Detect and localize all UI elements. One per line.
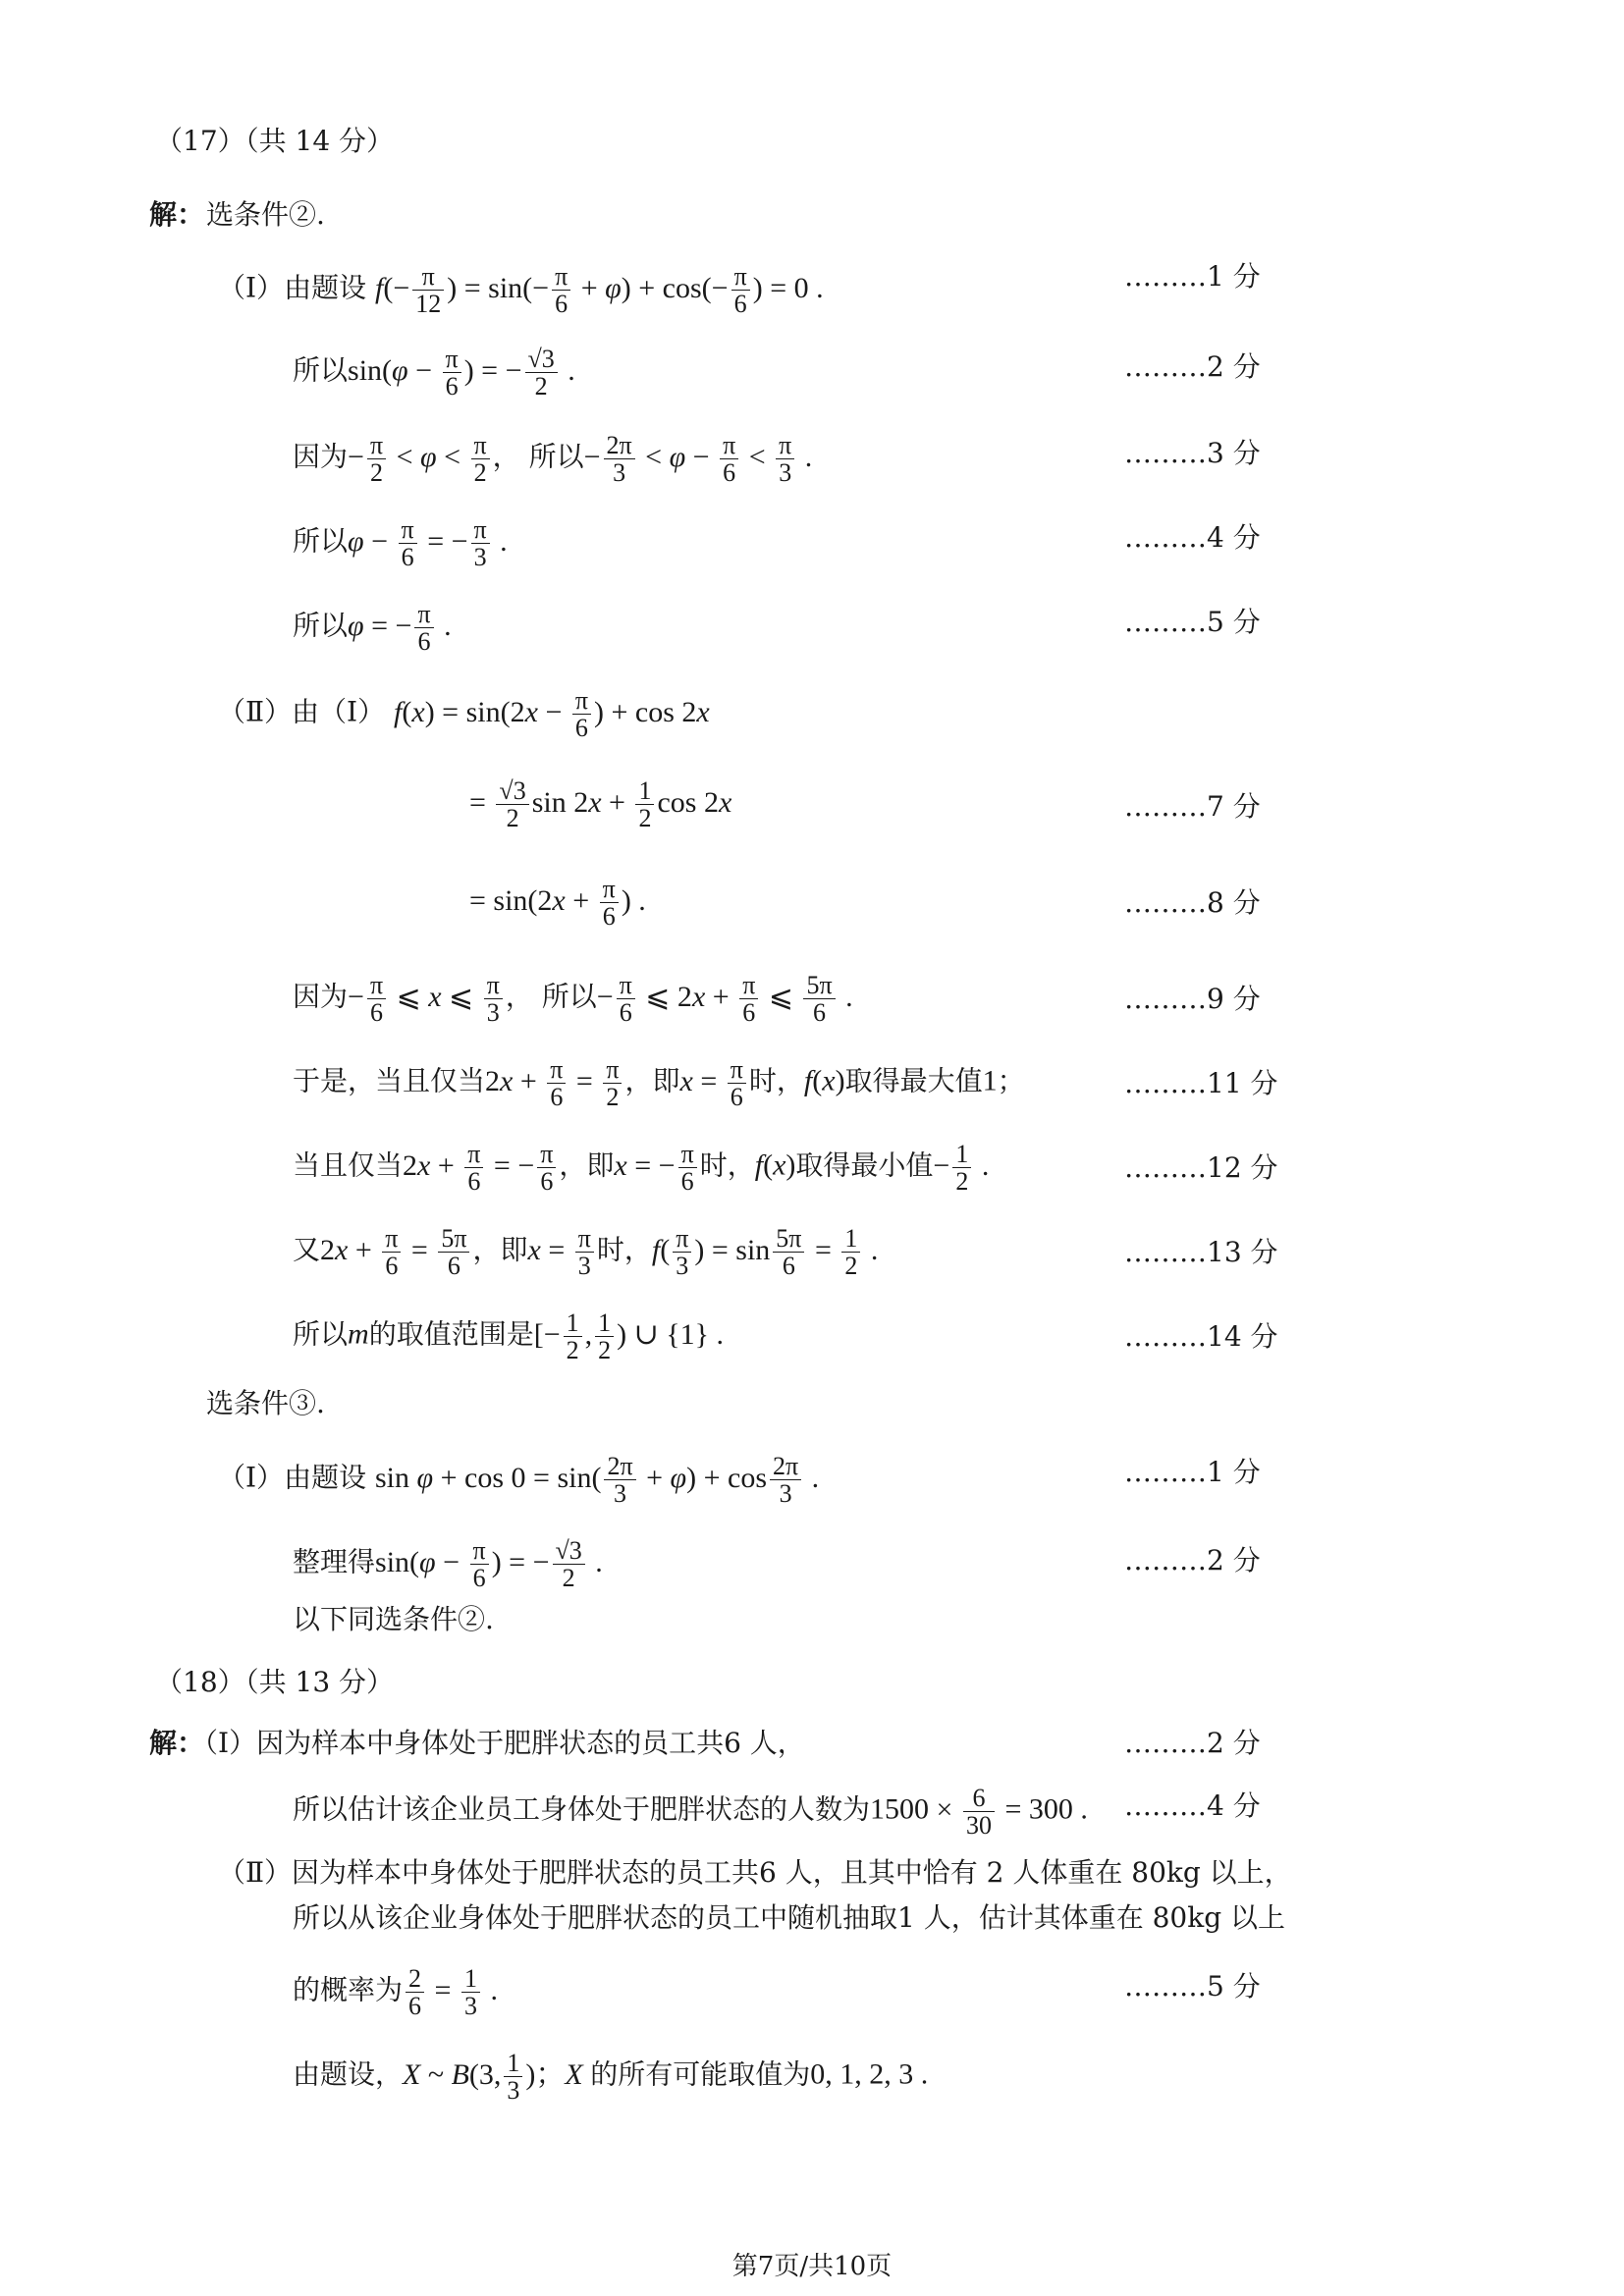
score: ………8 分 bbox=[1124, 886, 1261, 919]
q17-part2-line8: 所以m的取值范围是[− $\frac{1}{2}$ , $\frac{1}{2}$ ) ∪ {1} . bbox=[293, 1308, 725, 1365]
q17-part2-line7: 又2x + $\frac{\pi}{6}$ = $\frac{5\pi}{6}$ ，即x = $\frac{\pi}{3}$ 时，f( $\frac{\pi}{3}$ ) = sin $\frac{5\pi}{6}$ = $\frac{1}{2}$ . bbox=[293, 1224, 879, 1281]
q18-line2: 所以估计该企业员工身体处于肥胖状态的人数为1500 × $\frac{6}{30}$ = 300 . bbox=[293, 1784, 1088, 1841]
q17-part1-line1: （Ⅰ）由题设 f(− $\frac{\pi}{12}$ ) = sin(− $\frac{\pi}{6}$ + φ) + cos(− $\frac{\pi}{6}$ ) = 0 . bbox=[218, 262, 824, 319]
score: ………4 分 bbox=[1124, 521, 1261, 554]
score: ………14 分 bbox=[1124, 1320, 1278, 1353]
score: ………2 分 bbox=[1124, 350, 1261, 383]
score: ………7 分 bbox=[1124, 790, 1261, 823]
q17-choose3: 选条件③. bbox=[206, 1387, 325, 1419]
q17-part1-line3: 因为− $\frac{\pi}{2}$ < φ < $\frac{\pi}{2}$ ， 所以− $\frac{2\pi}{3}$ < φ − $\frac{\pi}{6}$ < $\frac{\pi}{3}$ . bbox=[293, 431, 813, 488]
q17-part1-line4: 所以φ − $\frac{\pi}{6}$ = − $\frac{\pi}{3}$ . bbox=[293, 515, 508, 572]
q17-part2-line5: 于是，当且仅当2x + $\frac{\pi}{6}$ = $\frac{\pi}{2}$ ，即x = $\frac{\pi}{6}$ 时，f(x)取得最大值1； bbox=[293, 1055, 1025, 1112]
q17-part2-line2: = $\frac{√3}{2}$ sin 2x + $\frac{1}{2}$ cos 2x bbox=[469, 776, 732, 833]
q17-part1-line5: 所以φ = − $\frac{\pi}{6}$ . bbox=[293, 600, 452, 657]
score: ………1 分 bbox=[1124, 260, 1261, 293]
score: ………13 分 bbox=[1124, 1236, 1278, 1268]
q17-part2-line6: 当且仅当2x + $\frac{\pi}{6}$ = − $\frac{\pi}{6}$ ，即x = − $\frac{\pi}{6}$ 时，f(x)取得最小值− $\frac{1}{2}$ . bbox=[293, 1140, 990, 1197]
q17-part3-line3: 以下同选条件②. bbox=[293, 1603, 494, 1635]
score: ………5 分 bbox=[1124, 1970, 1261, 2002]
score: ………12 分 bbox=[1124, 1151, 1278, 1184]
q18-line4: 所以从该企业身体处于肥胖状态的员工中随机抽取1 人，估计其体重在 80kg 以上 bbox=[293, 1901, 1286, 1934]
q18-line3: （Ⅱ）因为样本中身体处于肥胖状态的员工共6 人，且其中恰有 2 人体重在 80kg 以上， bbox=[218, 1856, 1292, 1889]
score: ………2 分 bbox=[1124, 1544, 1261, 1576]
q17-part2-line4: 因为− $\frac{\pi}{6}$ ⩽ x ⩽ $\frac{\pi}{3}$ ， 所以− $\frac{\pi}{6}$ ⩽ 2x + $\frac{\pi}{6}$ ⩽ $\frac{5\pi}{6}$ . bbox=[293, 971, 853, 1028]
q17-part3-line1: （Ⅰ）由题设 sin φ + cos 0 = sin( $\frac{2\pi}{3}$ + φ) + cos $\frac{2\pi}{3}$ . bbox=[218, 1452, 820, 1509]
q17-part2-line1: （Ⅱ）由（Ⅰ） f(x) = sin(2x − $\frac{\pi}{6}$ ) + cos 2x bbox=[218, 686, 710, 743]
score: ………1 分 bbox=[1124, 1456, 1261, 1488]
q17-jie: 解： bbox=[149, 198, 205, 231]
score: ………2 分 bbox=[1124, 1727, 1261, 1759]
q18-line6: 由题设，X ~ B(3, $\frac{1}{3}$ )；X 的所有可能取值为0, 1, 2, 3 . bbox=[293, 2049, 929, 2106]
score: ………4 分 bbox=[1124, 1789, 1261, 1822]
q18-header: （18）（共 13 分） bbox=[155, 1666, 395, 1698]
q17-header: （17）（共 14 分） bbox=[155, 125, 395, 157]
page-footer: 第7页/共10页 bbox=[731, 2252, 893, 2281]
score: ………11 分 bbox=[1124, 1067, 1278, 1099]
score: ………3 分 bbox=[1124, 437, 1261, 469]
q17-part3-line2: 整理得sin(φ − $\frac{\pi}{6}$ ) = − $\frac{√3}{2}$ . bbox=[293, 1536, 603, 1593]
q17-choose2: 选条件②. bbox=[206, 198, 325, 231]
score: ………9 分 bbox=[1124, 983, 1261, 1015]
q17-part2-line3: = sin(2x + $\frac{\pi}{6}$ ) . bbox=[469, 875, 646, 932]
q17-part1-line2: 所以sin(φ − $\frac{\pi}{6}$ ) = − $\frac{√3}{2}$ . bbox=[293, 345, 575, 401]
q18-line5: 的概率为 $\frac{2}{6}$ = $\frac{1}{3}$ . bbox=[293, 1964, 498, 2021]
q18-line1: 解：（Ⅰ）因为样本中身体处于肥胖状态的员工共6 人， bbox=[149, 1727, 805, 1759]
score: ………5 分 bbox=[1124, 606, 1261, 638]
